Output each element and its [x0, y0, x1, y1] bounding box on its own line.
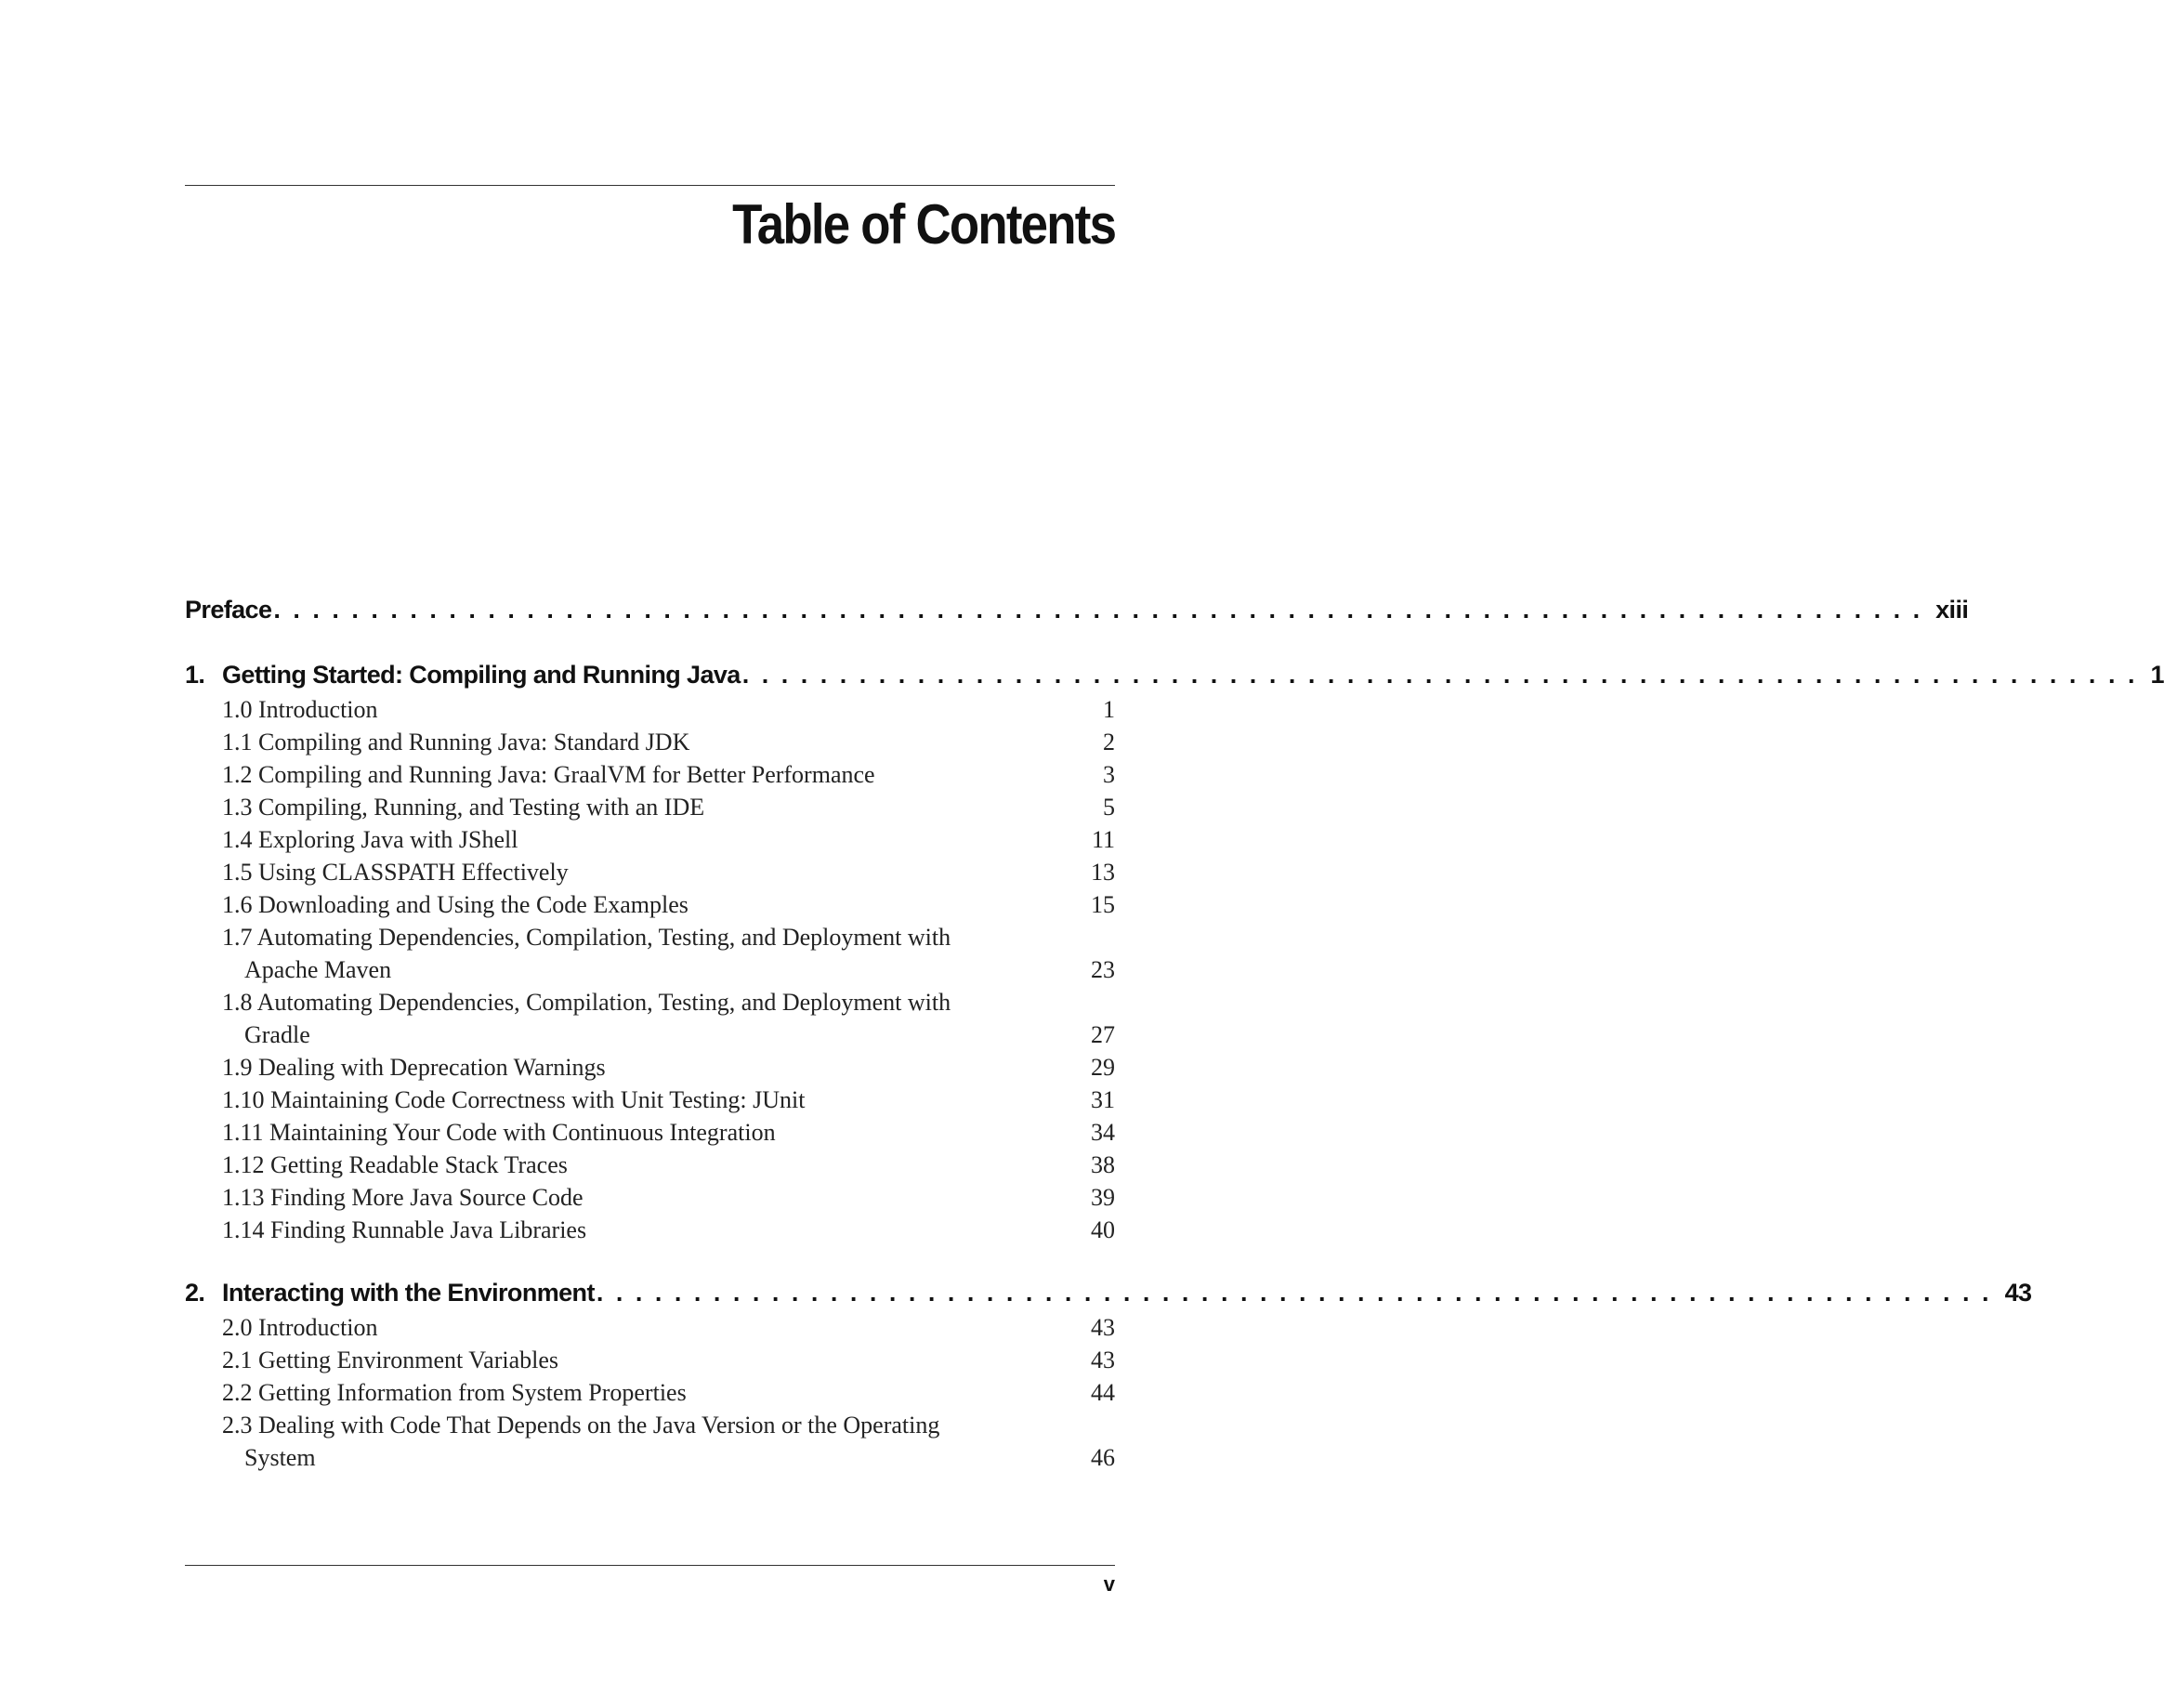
section-title: 1.6 Downloading and Using the Code Examples: [222, 891, 689, 918]
chapter-title: Getting Started: Compiling and Running Java: [222, 661, 741, 689]
page-title: Table of Contents: [731, 193, 1115, 256]
section-page: 38: [1091, 1151, 1115, 1178]
section-title: 1.14 Finding Runnable Java Libraries: [222, 1216, 587, 1243]
section-page: 46: [1091, 1444, 1115, 1471]
toc-chapter-2[interactable]: [185, 1274, 2032, 1311]
preface-label: Preface: [185, 596, 272, 624]
chapter-page: 1: [2150, 661, 2164, 689]
section-title: 2.3 Dealing with Code That Depends on the Java Version or the Operating: [222, 1412, 940, 1439]
section-title-continued: Apache Maven: [244, 956, 392, 983]
section-title: 1.7 Automating Dependencies, Compilation, Testing, and Deployment with: [222, 924, 951, 951]
section-page: 13: [1091, 859, 1115, 886]
toc-section[interactable]: [185, 856, 1115, 888]
spacer: [185, 1246, 1115, 1274]
section-title: 2.1 Getting Environment Variables: [222, 1347, 559, 1373]
section-page: 15: [1091, 891, 1115, 918]
toc-section[interactable]: [185, 1181, 1115, 1214]
section-page: 34: [1091, 1119, 1115, 1146]
section-title: 2.2 Getting Information from System Properties: [222, 1379, 687, 1406]
section-title: 1.11 Maintaining Your Code with Continuous Integration: [222, 1119, 776, 1146]
section-title: 1.3 Compiling, Running, and Testing with an IDE: [222, 794, 705, 821]
section-title: 1.5 Using CLASSPATH Effectively: [222, 859, 569, 886]
chapter-page: 43: [2004, 1279, 2032, 1307]
section-page: 5: [1103, 794, 1115, 821]
toc-section[interactable]: [185, 1051, 1115, 1084]
section-page: 29: [1091, 1054, 1115, 1081]
page-number: v: [1103, 1572, 1115, 1596]
section-title-continued: System: [244, 1444, 316, 1471]
toc-section[interactable]: [185, 1376, 1115, 1409]
toc-section[interactable]: [185, 1214, 1115, 1246]
bottom-rule: [185, 1565, 1115, 1566]
toc-section[interactable]: [185, 823, 1115, 856]
section-title: 1.2 Compiling and Running Java: GraalVM for Better Performance: [222, 761, 875, 788]
toc-section[interactable]: [185, 921, 1115, 986]
dot-leader: . . . . . . . . . . . . . . . . . . . . . . . . . . . . . . . . . . . . . . . . . . . . . . . . . . . . . . . . . . . . . . . . . . . . . . . .: [741, 661, 2138, 689]
toc-section[interactable]: [185, 1409, 1115, 1474]
toc-section[interactable]: [185, 1311, 1115, 1344]
section-page: 23: [1091, 956, 1115, 983]
dot-leader: . . . . . . . . . . . . . . . . . . . . . . . . . . . . . . . . . . . . . . . . . . . . . . . . . . . . . . . . . . . . . . . . . . . . . . . . . . . . . . . . . . . . .: [273, 596, 1923, 624]
section-title: 1.12 Getting Readable Stack Traces: [222, 1151, 568, 1178]
preface-page: xiii: [1935, 596, 1969, 624]
section-title: 1.9 Dealing with Deprecation Warnings: [222, 1054, 606, 1081]
chapter-number: 2.: [185, 1279, 205, 1307]
toc-section[interactable]: [185, 758, 1115, 791]
dot-leader: . . . . . . . . . . . . . . . . . . . . . . . . . . . . . . . . . . . . . . . . . . . . . . . . . . . . . . . . . . . . . . . . . . . . . . . .: [596, 1279, 1992, 1307]
toc-section[interactable]: [185, 726, 1115, 758]
section-title: 1.10 Maintaining Code Correctness with Unit Testing: JUnit: [222, 1086, 806, 1113]
section-page: 27: [1091, 1021, 1115, 1048]
top-rule: [185, 185, 1115, 186]
section-title: 1.4 Exploring Java with JShell: [222, 826, 518, 853]
section-page: 31: [1091, 1086, 1115, 1113]
section-title: 2.0 Introduction: [222, 1314, 378, 1341]
toc-section[interactable]: [185, 1149, 1115, 1181]
toc-section[interactable]: [185, 791, 1115, 823]
section-page: 43: [1091, 1314, 1115, 1341]
toc-chapter-1[interactable]: [185, 656, 2164, 693]
toc-section[interactable]: [185, 888, 1115, 921]
chapter-number: 1.: [185, 661, 205, 689]
section-page: 39: [1091, 1184, 1115, 1211]
section-title: 1.13 Finding More Java Source Code: [222, 1184, 584, 1211]
toc-section[interactable]: [185, 1116, 1115, 1149]
section-page: 40: [1091, 1216, 1115, 1243]
section-title: 1.8 Automating Dependencies, Compilation, Testing, and Deployment with: [222, 989, 951, 1016]
toc-section[interactable]: [185, 1344, 1115, 1376]
section-list: [185, 1311, 1115, 1474]
toc-section[interactable]: [185, 986, 1115, 1051]
toc-section[interactable]: [185, 1084, 1115, 1116]
section-page: 43: [1091, 1347, 1115, 1373]
section-title-continued: Gradle: [244, 1021, 310, 1048]
toc-section[interactable]: [185, 693, 1115, 726]
section-title: 1.0 Introduction: [222, 696, 378, 723]
toc-entry-preface[interactable]: [185, 591, 1969, 628]
section-page: 2: [1103, 729, 1115, 755]
chapter-title: Interacting with the Environment: [222, 1279, 595, 1307]
table-of-contents: [185, 591, 2164, 1474]
section-page: 3: [1103, 761, 1115, 788]
section-page: 11: [1091, 826, 1115, 853]
spacer: [185, 628, 1115, 656]
section-page: 44: [1091, 1379, 1115, 1406]
section-page: 1: [1103, 696, 1115, 723]
section-title: 1.1 Compiling and Running Java: Standard JDK: [222, 729, 690, 755]
section-list: [185, 693, 1115, 1246]
